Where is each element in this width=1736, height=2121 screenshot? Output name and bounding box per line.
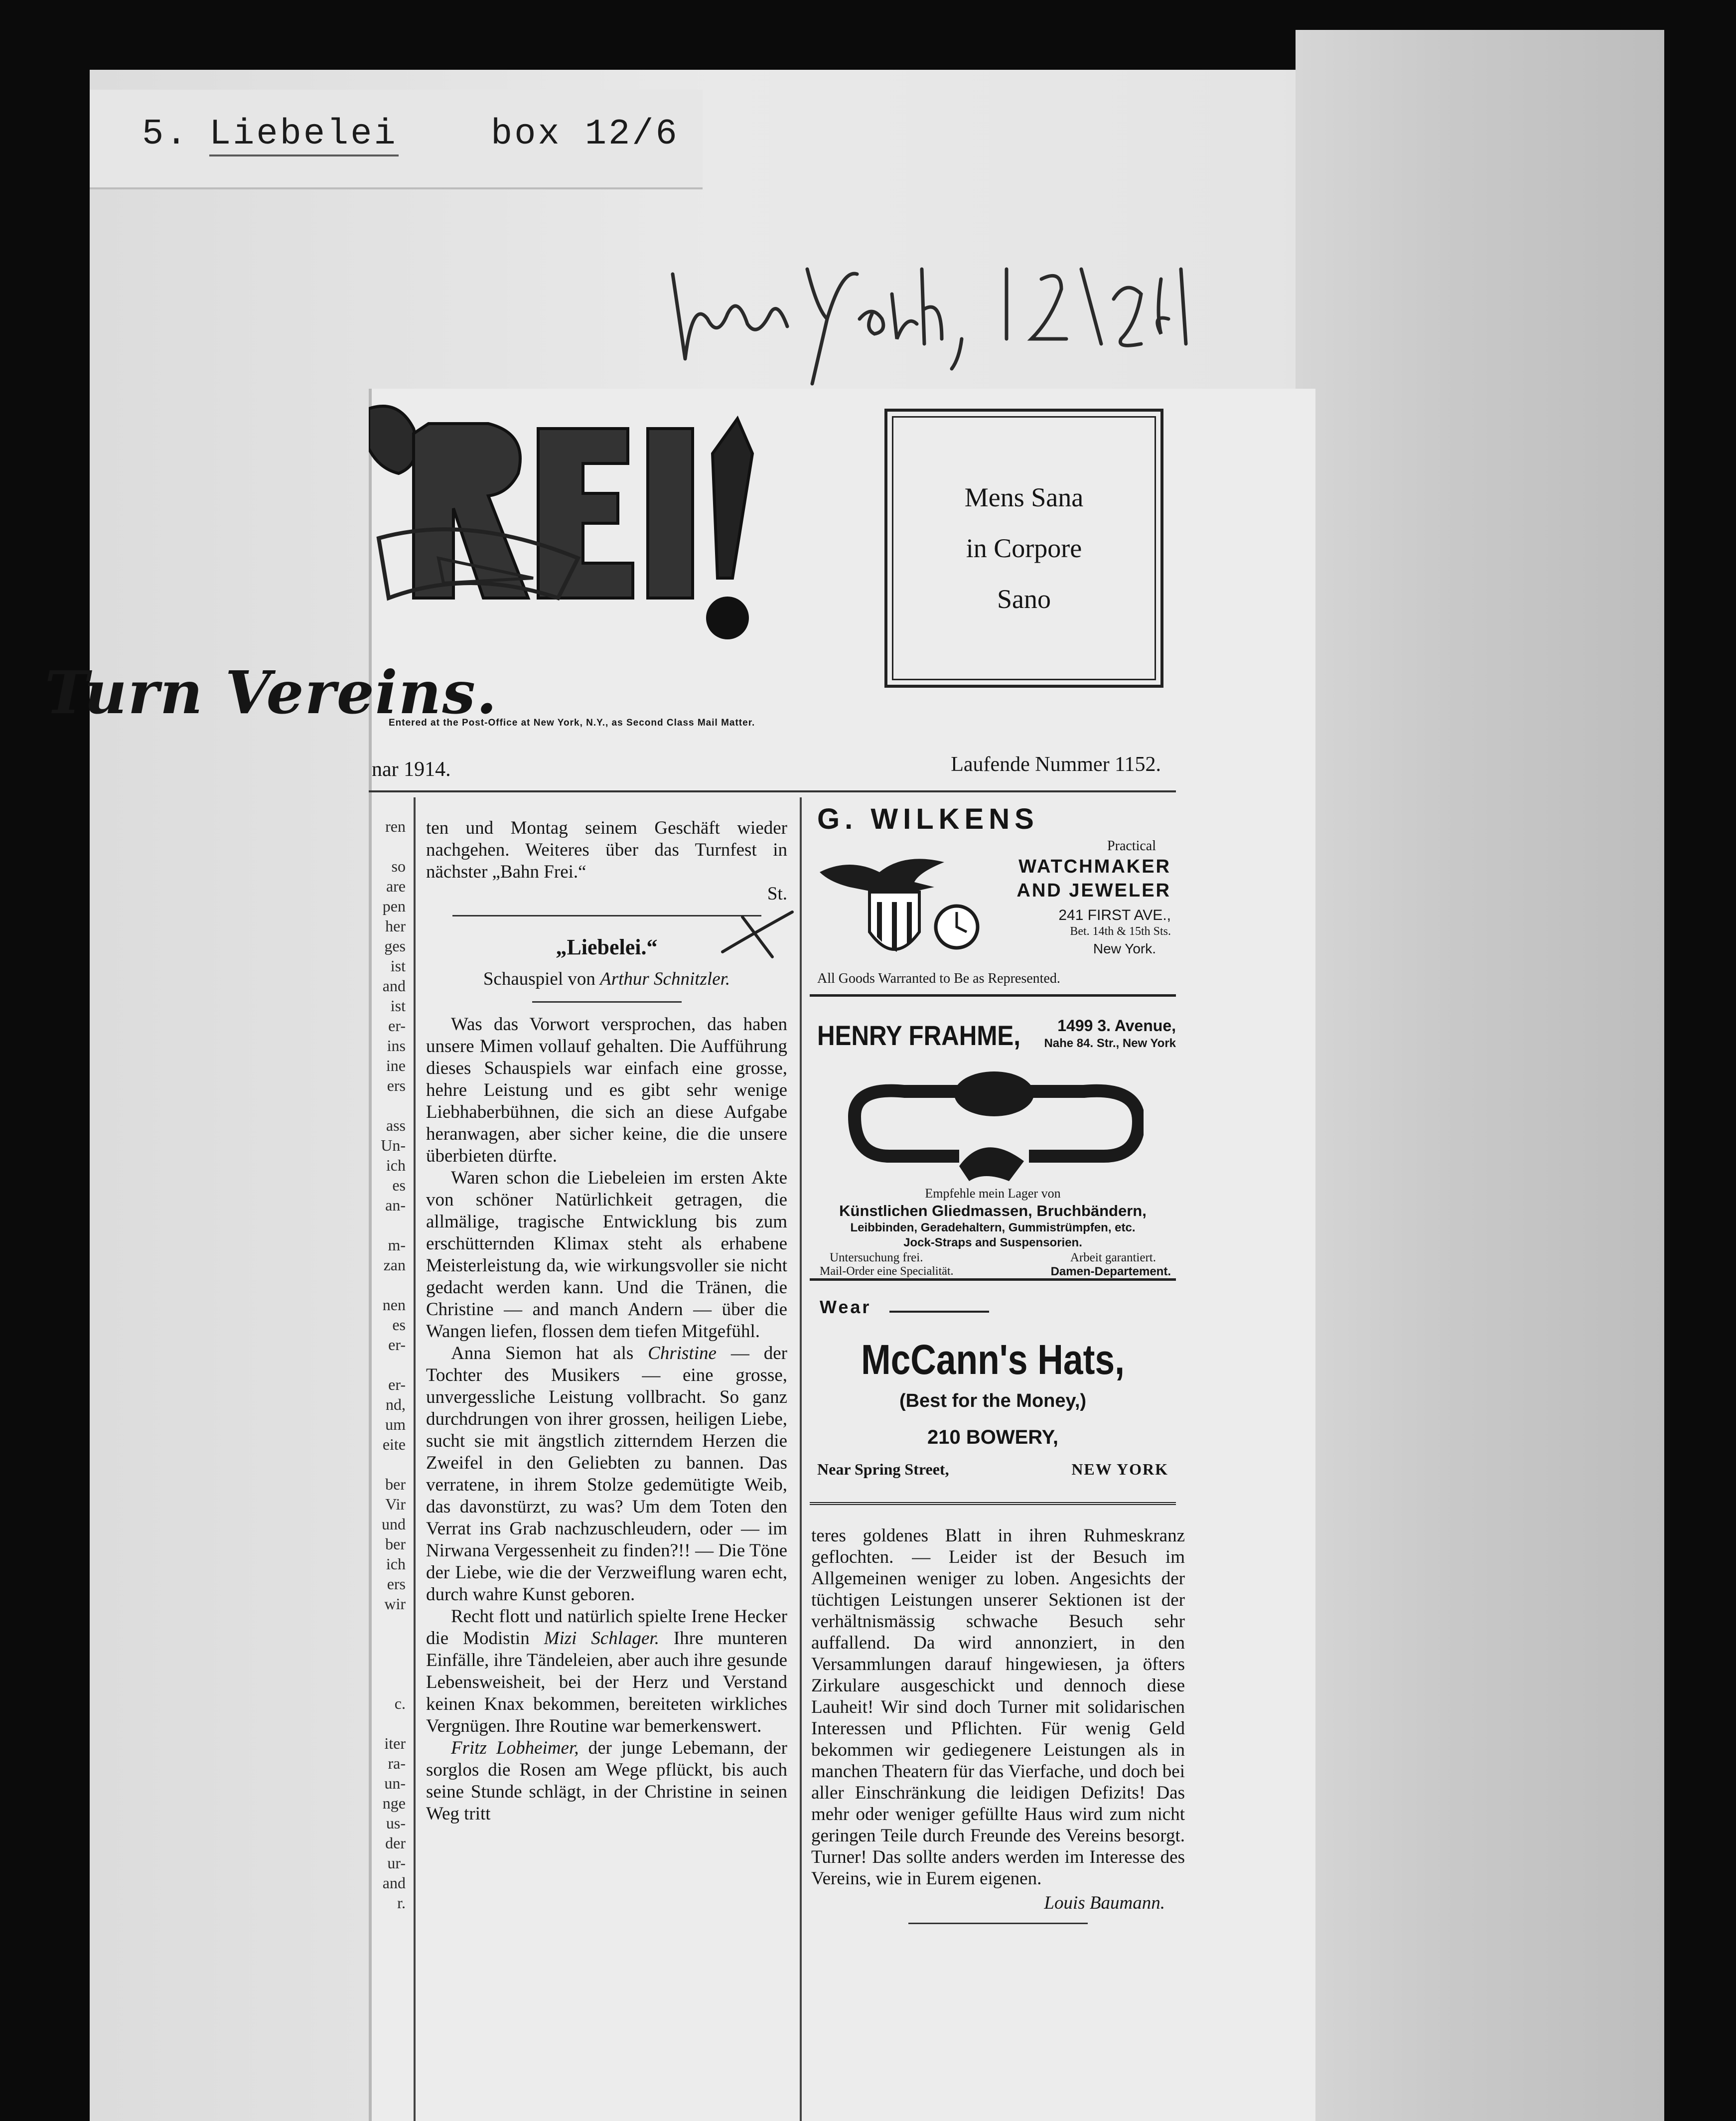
left-fragment: iter xyxy=(384,1734,406,1752)
masthead-lettering xyxy=(369,389,872,668)
left-fragment xyxy=(372,1455,406,1475)
left-fragment: her xyxy=(385,917,406,935)
article-continuation xyxy=(811,1525,1185,1924)
left-fragment xyxy=(372,1276,406,1296)
article-paragraph: Was das Vorwort versprochen, das haben unsere Mimen vollauf gehalten. Die Aufführung dieses Schauspiels war einfach eine grosse, hehre Leistung und es gibt sehr wenige Liebhaberbühnen, die sich an diese Aufgabe heranwagen, aber sicher keine, die die unsere überbieten dürfte. xyxy=(426,1014,787,1166)
motto-line: Mens Sana xyxy=(964,482,1084,512)
left-fragment: er- xyxy=(388,1017,406,1035)
ad-wilkens-trade: AND JEWELER xyxy=(1016,880,1171,901)
ad-wilkens-warranty: All Goods Warranted to Be as Represented. xyxy=(817,971,1060,986)
article-paragraph: Waren schon die Liebeleien im ersten Akte von schöner Natürlichkeit getragen, die allmälige, tragische Entwicklung bis zum erschütternden Klimax steht als erhabene Meisterleistung da, wie wirkungsvoller sie nicht gedacht werden kann. Und die Tränen, die Christine — and manch Andern — über die Wangen liefen, flossen dem tiefen Mitgefühl. xyxy=(426,1168,787,1342)
left-fragment: Un- xyxy=(381,1136,406,1154)
motto-line: Sano xyxy=(997,584,1051,614)
ad-frahme-address: 1499 3. Avenue, xyxy=(1057,1017,1176,1035)
left-fragment: ber xyxy=(385,1535,406,1553)
eagle-shield-icon xyxy=(820,842,984,967)
left-fragment xyxy=(372,1674,406,1694)
masthead-entry-line: Entered at the Post-Office at New York, N.Y., as Second Class Mail Matter. xyxy=(389,718,755,728)
left-fragment: us- xyxy=(386,1814,406,1832)
role-name: Mizi Schlager. xyxy=(544,1628,659,1649)
left-fragment: wir xyxy=(384,1595,406,1613)
left-fragment: ins xyxy=(387,1037,406,1055)
left-fragment: ist xyxy=(390,997,406,1015)
left-fragment xyxy=(372,1216,406,1236)
ad-wilkens-address: 241 FIRST AVE., xyxy=(1058,907,1171,923)
ad-wilkens-practical: Practical xyxy=(1107,838,1156,854)
ad-wilkens xyxy=(810,802,1176,997)
article-paragraph xyxy=(426,1343,787,1606)
left-fragment: nd, xyxy=(386,1395,406,1413)
label-underline xyxy=(209,154,399,156)
ad-frahme-line: Empfehle mein Lager von xyxy=(925,1186,1061,1201)
left-fragment xyxy=(372,1714,406,1734)
ad-mccann-city: NEW YORK xyxy=(1071,1460,1168,1478)
ad-frahme-brand: HENRY FRAHME, xyxy=(817,1020,1020,1051)
left-fragment: eite xyxy=(382,1435,406,1453)
issue-number: Laufende Nummer 1152. xyxy=(951,753,1161,776)
article-paragraph xyxy=(426,1737,787,1825)
ad-frahme xyxy=(810,1002,1176,1281)
left-fragment: r. xyxy=(397,1894,406,1912)
ad-wilkens-address: New York. xyxy=(1093,941,1156,956)
left-fragment: m- xyxy=(388,1236,406,1254)
article-byline xyxy=(426,968,787,990)
left-fragment: ers xyxy=(387,1575,406,1593)
left-fragment: ges xyxy=(384,937,406,955)
motto-line: in Corpore xyxy=(966,533,1082,563)
left-fragment: und xyxy=(382,1515,406,1533)
byline-author: Arthur Schnitzler. xyxy=(600,969,730,989)
left-fragment xyxy=(372,1356,406,1375)
ad-frahme-line: Untersuchung frei. xyxy=(830,1251,923,1264)
left-fragment: der xyxy=(385,1834,406,1852)
left-fragment: es xyxy=(392,1176,406,1194)
ad-frahme-line: Leibbinden, Geradehaltern, Gummistrümpfen, etc. xyxy=(850,1221,1136,1234)
column-rule xyxy=(800,797,802,2121)
paragraph-rest: — der Tochter des Musikers — eine grosse, unvergessliche Leistung vollbracht. So ganz durchdrungen von ihrer grossen, heiligen Liebe, sucht sie mit ängstlich zitterndem Herzen die Zweifel in den Geliebten zu bannen. Das verratene, in ihrem Stolze gedemütigte Weib, das davonstürzt, zu was? Um dem Toten den Verrat ins Grab nachzuschleudern, oder — im Nirwana Vergessenheit zu finden?!! — Die Töne der Liebe, wie die der Verzweiflung waren echt, durch wahre Kunst geboren. xyxy=(426,1343,788,1605)
left-fragment: ich xyxy=(386,1156,406,1174)
section-rule xyxy=(452,915,761,916)
left-fragment: ine xyxy=(386,1057,406,1074)
ad-mccann-rule xyxy=(889,1311,989,1313)
left-fragment: zan xyxy=(383,1256,406,1274)
role-name: Fritz Lobheimer, xyxy=(451,1738,579,1758)
paragraph-lead: Anna Siemon hat als xyxy=(451,1343,634,1364)
left-fragment: c. xyxy=(394,1694,406,1712)
sheet-fold xyxy=(1296,30,1664,2121)
ad-frahme-line: Mail-Order eine Specialität. xyxy=(820,1265,954,1278)
byline-prefix: Schauspiel von xyxy=(483,969,595,989)
ad-wilkens-name: G. WILKENS xyxy=(817,803,1039,835)
left-fragment: ass xyxy=(386,1116,406,1134)
left-fragment: pen xyxy=(382,897,406,915)
paragraph-lead: Recht flott und natürlich spielte Irene Hecker die Modistin xyxy=(426,1606,787,1649)
intro-signature: St. xyxy=(767,884,787,904)
label-title: Liebelei xyxy=(209,114,398,154)
left-fragment: Vir xyxy=(385,1495,406,1513)
ad-wilkens-trade: WATCHMAKER xyxy=(1018,856,1171,877)
article-intro: ten und Montag seinem Geschäft wieder nachgehen. Weiteres über das Turnfest in nächster „Bahn Frei.“ xyxy=(426,818,787,882)
left-fragment xyxy=(372,837,406,857)
ad-wilkens-address: Bet. 14th & 15th Sts. xyxy=(1070,925,1171,938)
article-title: „Liebelei.“ xyxy=(556,935,658,959)
left-column-fragments xyxy=(372,817,406,1914)
label-box: box 12/6 xyxy=(491,114,679,154)
left-fragment: nge xyxy=(382,1794,406,1812)
ad-mccann-tagline: (Best for the Money,) xyxy=(899,1390,1087,1411)
left-fragment: so xyxy=(391,857,406,875)
end-rule xyxy=(908,1923,1088,1924)
ad-frahme-line: Arbeit garantiert. xyxy=(1070,1251,1156,1264)
left-fragment: nen xyxy=(382,1296,406,1314)
left-fragment: ist xyxy=(390,957,406,975)
paragraph-rest: Ihre munteren Einfälle, ihre Tändeleien, aber auch ihre gesunde Lebensweisheit, bei der Herz und Verstand keinen Knax bekommen, bereiteten wirkliches Vergnügen. Ihre Routine war bemerkenswert. xyxy=(426,1628,788,1736)
masthead-subtitle: Turn Vereins. xyxy=(45,658,498,727)
left-fragment: ur- xyxy=(387,1854,406,1872)
left-fragment: un- xyxy=(384,1774,406,1792)
article-paragraph xyxy=(426,1606,787,1737)
pencil-cross-mark xyxy=(718,907,797,962)
paragraph-rest: der junge Lebemann, der sorglos die Rosen am Wege pflückt, bis auch seine Stunde schlägt, in der Christine in seinen Weg tritt xyxy=(426,1738,787,1824)
left-fragment: er- xyxy=(388,1375,406,1393)
left-fragment: er- xyxy=(388,1336,406,1354)
left-fragment: and xyxy=(382,977,406,995)
left-fragment: ber xyxy=(385,1475,406,1493)
ad-frahme-address: Nahe 84. Str., New York xyxy=(1044,1037,1176,1050)
issue-date: nar 1914. xyxy=(372,758,451,781)
left-fragment: um xyxy=(385,1415,406,1433)
left-fragment xyxy=(372,1655,406,1674)
left-fragment: ers xyxy=(387,1076,406,1094)
ad-frahme-line: Künstlichen Gliedmassen, Bruchbändern, xyxy=(839,1202,1147,1219)
motto-box xyxy=(884,409,1163,688)
label-number: 5. xyxy=(142,114,189,154)
ad-frahme-line: Jock-Straps and Suspensorien. xyxy=(903,1236,1082,1249)
ad-frahme-line: Damen-Departement. xyxy=(1050,1265,1171,1278)
role-name: Christine xyxy=(648,1343,717,1364)
title-rule xyxy=(532,1001,682,1003)
left-fragment: ich xyxy=(386,1555,406,1573)
left-fragment xyxy=(372,1096,406,1116)
ad-mccann-title: McCann's Hats, xyxy=(861,1336,1125,1383)
column-rule xyxy=(414,797,416,2121)
left-fragment xyxy=(372,1615,406,1635)
ad-mccann-near: Near Spring Street, xyxy=(817,1460,949,1478)
dateline xyxy=(369,753,1176,792)
left-fragment: es xyxy=(392,1316,406,1334)
handwritten-note xyxy=(663,239,1236,389)
left-fragment: are xyxy=(386,877,406,895)
left-fragment: and xyxy=(382,1874,406,1892)
ad-mccann-address: 210 BOWERY, xyxy=(927,1426,1059,1448)
ad-mccann-wear: Wear xyxy=(820,1297,871,1317)
left-fragment: ren xyxy=(385,817,406,835)
continuation-paragraph: teres goldenes Blatt in ihren Ruhmeskranz geflochten. — Leider ist der Besuch im Allgemeinen weniger zu loben. Angesichts der tüchtigen Leistungen unserer Sektionen ist der verhältnismässig schwache Besuch sehr auffallend. Da wird annonziert, in den Versammlungen darauf hingewiesen, ja öfters Zirkulare ausgeschickt und dennoch diese Lauheit! Wir sind doch Turner mit solidarischen Interessen und Pflichten. Für wenig Geld bekommen wir gediegenere Leistungen als in manchen Theatern für das Vierfache, und doch bei aller Einschränkung die leidigen Defizits! Das mehr oder weniger gefüllte Haus wird zum nicht geringen Teile durch Freunde des Vereins besorgt. Turner! Das sollte anders werden im Interesse des Vereins, wie in Eurem eigenen. xyxy=(811,1525,1185,1889)
truss-illustration xyxy=(845,1057,1144,1186)
ad-mccann xyxy=(810,1296,1176,1505)
left-fragment xyxy=(372,1635,406,1655)
left-fragment: ra- xyxy=(388,1754,406,1772)
signature: Louis Baumann. xyxy=(1044,1893,1165,1913)
left-fragment: an- xyxy=(385,1196,406,1214)
article-column xyxy=(426,817,787,1825)
